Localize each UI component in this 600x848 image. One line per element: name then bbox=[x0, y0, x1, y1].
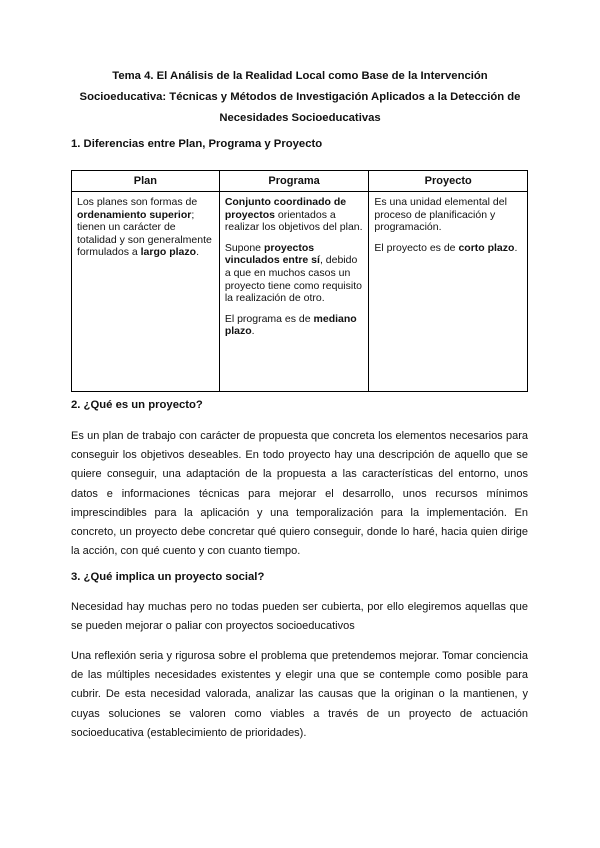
header-proyecto: Proyecto bbox=[369, 171, 528, 192]
proyecto-text-2: El proyecto es de corto plazo. bbox=[374, 241, 518, 254]
document-title bbox=[60, 66, 540, 129]
table-row bbox=[72, 192, 528, 392]
section1-heading: 1. Diferencias entre Plan, Programa y Proyecto bbox=[71, 138, 323, 150]
table-header-row bbox=[72, 171, 528, 192]
title-line-1: Tema 4. El Análisis de la Realidad Local como Base de la Intervención bbox=[112, 70, 488, 82]
header-programa: Programa bbox=[219, 171, 369, 192]
proyecto-text-1: Es una unidad elemental del proceso de planificación y programación. bbox=[374, 196, 507, 234]
cell-proyecto bbox=[369, 192, 528, 392]
programa-text-1: Conjunto coordinado de proyectos orientados a realizar los objetivos del plan. bbox=[224, 196, 363, 234]
section3-paragraph-2: Una reflexión seria y rigurosa sobre el problema que pretendemos mejorar. Tomar conciencia de las múltiples necesidades existentes y elegir una que se contemple como posible para cubrir. De esta necesidad valorada, analizar las causas que la originan o la mantienen, y cuyas soluciones se valoren como viables a través de un proyecto de actuación socioeducativa (establecimiento de prioridades). bbox=[71, 650, 528, 739]
section2-heading: 2. ¿Qué es un proyecto? bbox=[71, 399, 203, 411]
section3-heading: 3. ¿Qué implica un proyecto social? bbox=[71, 571, 265, 583]
programa-text-2: Supone proyectos vinculados entre sí, debido a que en muchos casos un proyecto tiene como requisito la realización de otro. bbox=[224, 241, 362, 305]
header-plan: Plan bbox=[72, 171, 220, 192]
comparison-table bbox=[71, 170, 528, 392]
cell-programa bbox=[219, 192, 369, 392]
title-line-3: Necesidades Socioeducativas bbox=[219, 112, 381, 124]
cell-plan bbox=[72, 192, 220, 392]
section2-paragraph: Es un plan de trabajo con carácter de propuesta que concreta los elementos necesarios para conseguir los objetivos deseables. En todo proyecto hay una descripción de aquello que se quiere conseguir, una adaptación de la propuesta a las características del entorno, unos datos e informaciones técnicas para mejorar el desarrollo, unos recursos mínimos imprescindibles para la aplicación y una temporalización para la implementación. En concreto, un proyecto debe concretar qué quiero conseguir, donde lo haré, hacia quien dirige la acción, con qué cuento y con cuanto tiempo. bbox=[71, 430, 528, 558]
title-line-2: Socioeducativa: Técnicas y Métodos de Investigación Aplicados a la Detección de bbox=[79, 91, 521, 103]
plan-text: Los planes son formas de ordenamiento superior; tienen un carácter de totalidad y son generalmente formulados a largo plazo. bbox=[77, 196, 212, 259]
programa-text-3: El programa es de mediano plazo. bbox=[224, 312, 357, 338]
section3-paragraph-1: Necesidad hay muchas pero no todas pueden ser cubierta, por ello elegiremos aquellas que se pueden mejorar o paliar con proyectos socioeducativos bbox=[71, 601, 528, 633]
